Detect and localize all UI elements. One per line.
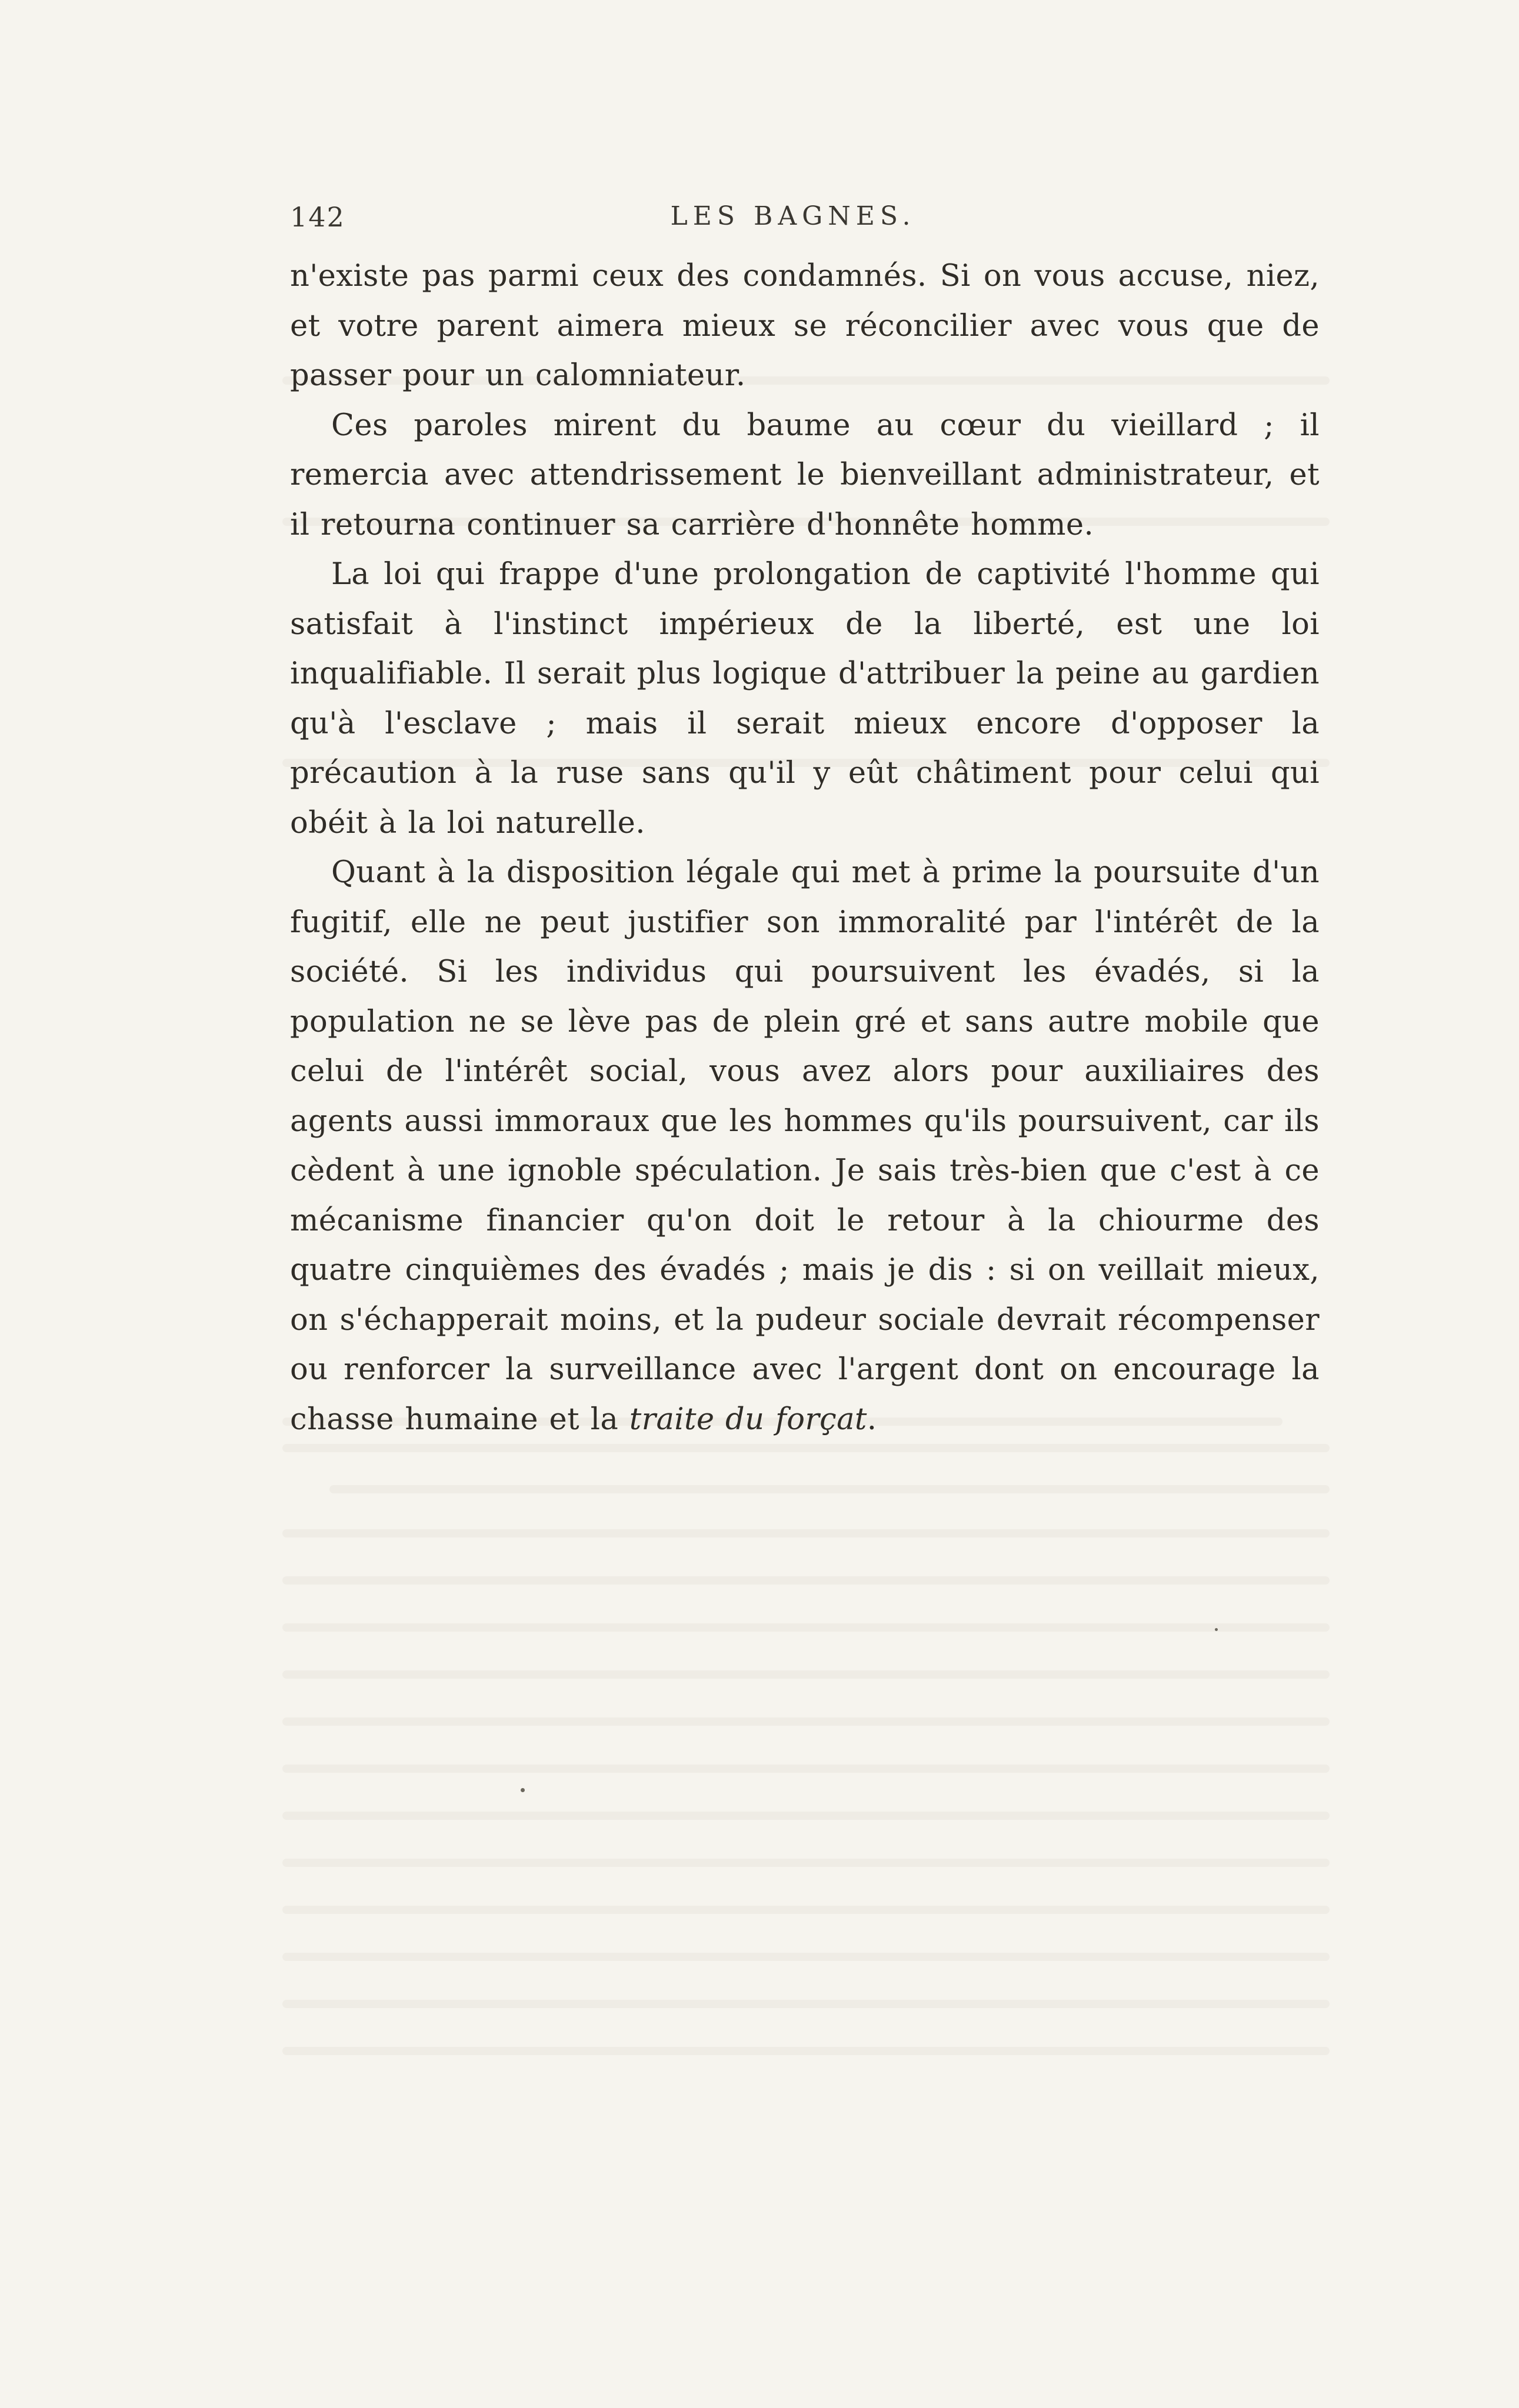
italic-phrase: traite du forçat (629, 1402, 867, 1437)
bleed-through-line (282, 1444, 1330, 1452)
bleed-through-line (282, 1812, 1330, 1820)
paragraph-text: Quant à la disposition légale qui met à prime la poursuite d'un fugitif, elle ne peut justifier son immoralité par l'intérêt de la société. Si les individus qui poursuivent les évadés, si la population ne se lève pas de plein gré et sans autre mobile que celui de l'intérêt social, vous avez alors pour auxiliaires des agents aussi immoraux que les hommes qu'ils poursuivent, car ils cèdent à une ignoble spéculation. Je sais très-bien que c'est à ce mécanisme financier qu'on doit le retour à la chiourme des quatre cinquièmes des évadés ; mais je dis : si on veillait mieux, on s'échapperait moins, et la pudeur sociale devrait récompenser ou renforcer la surveillance avec l'argent dont on encourage la chasse humaine et la (290, 855, 1320, 1437)
paragraph: Ces paroles mirent du baume au cœur du vieillard ; il remercia avec attendrissement le bienveillant administrateur, et il retourna continuer sa carrière d'honnête homme. (290, 408, 1320, 542)
paragraph (290, 848, 1320, 1445)
bleed-through-line (282, 1906, 1330, 1914)
running-head (290, 201, 1320, 242)
bleed-through-line (282, 1576, 1330, 1585)
bleed-through-line (282, 1859, 1330, 1867)
bleed-through-line (282, 1717, 1330, 1726)
bleed-through-line (282, 2047, 1330, 2055)
paragraph: La loi qui frappe d'une prolongation de captivité l'homme qui satisfait à l'instinct impérieux de la liberté, est une loi inqualifiable. Il serait plus logique d'attribuer la peine au gardien qu'à l'esclave ; mais il serait mieux encore d'opposer la précaution à la ruse sans qu'il y eût châtiment pour celui qui obéit à la loi naturelle. (290, 557, 1320, 841)
bleed-through-line (282, 1670, 1330, 1679)
bleed-through-line (282, 1953, 1330, 1961)
bleed-through-line (282, 1765, 1330, 1773)
bleed-through-line (282, 2000, 1330, 2008)
paragraph: n'existe pas parmi ceux des condamnés. Si on vous accuse, niez, et votre parent aimera mieux se réconcilier avec vous que de passer pour un calomniateur. (290, 259, 1320, 393)
paragraph-end: . (867, 1402, 877, 1437)
paper-speck (1215, 1628, 1218, 1631)
paper-speck (521, 1788, 525, 1792)
bleed-through-line (329, 1485, 1330, 1493)
body-text (290, 252, 1320, 1445)
bleed-through-line (282, 1623, 1330, 1632)
page-number: 142 (290, 201, 345, 233)
running-title: LES BAGNES. (670, 201, 916, 231)
bleed-through-line (282, 1529, 1330, 1537)
